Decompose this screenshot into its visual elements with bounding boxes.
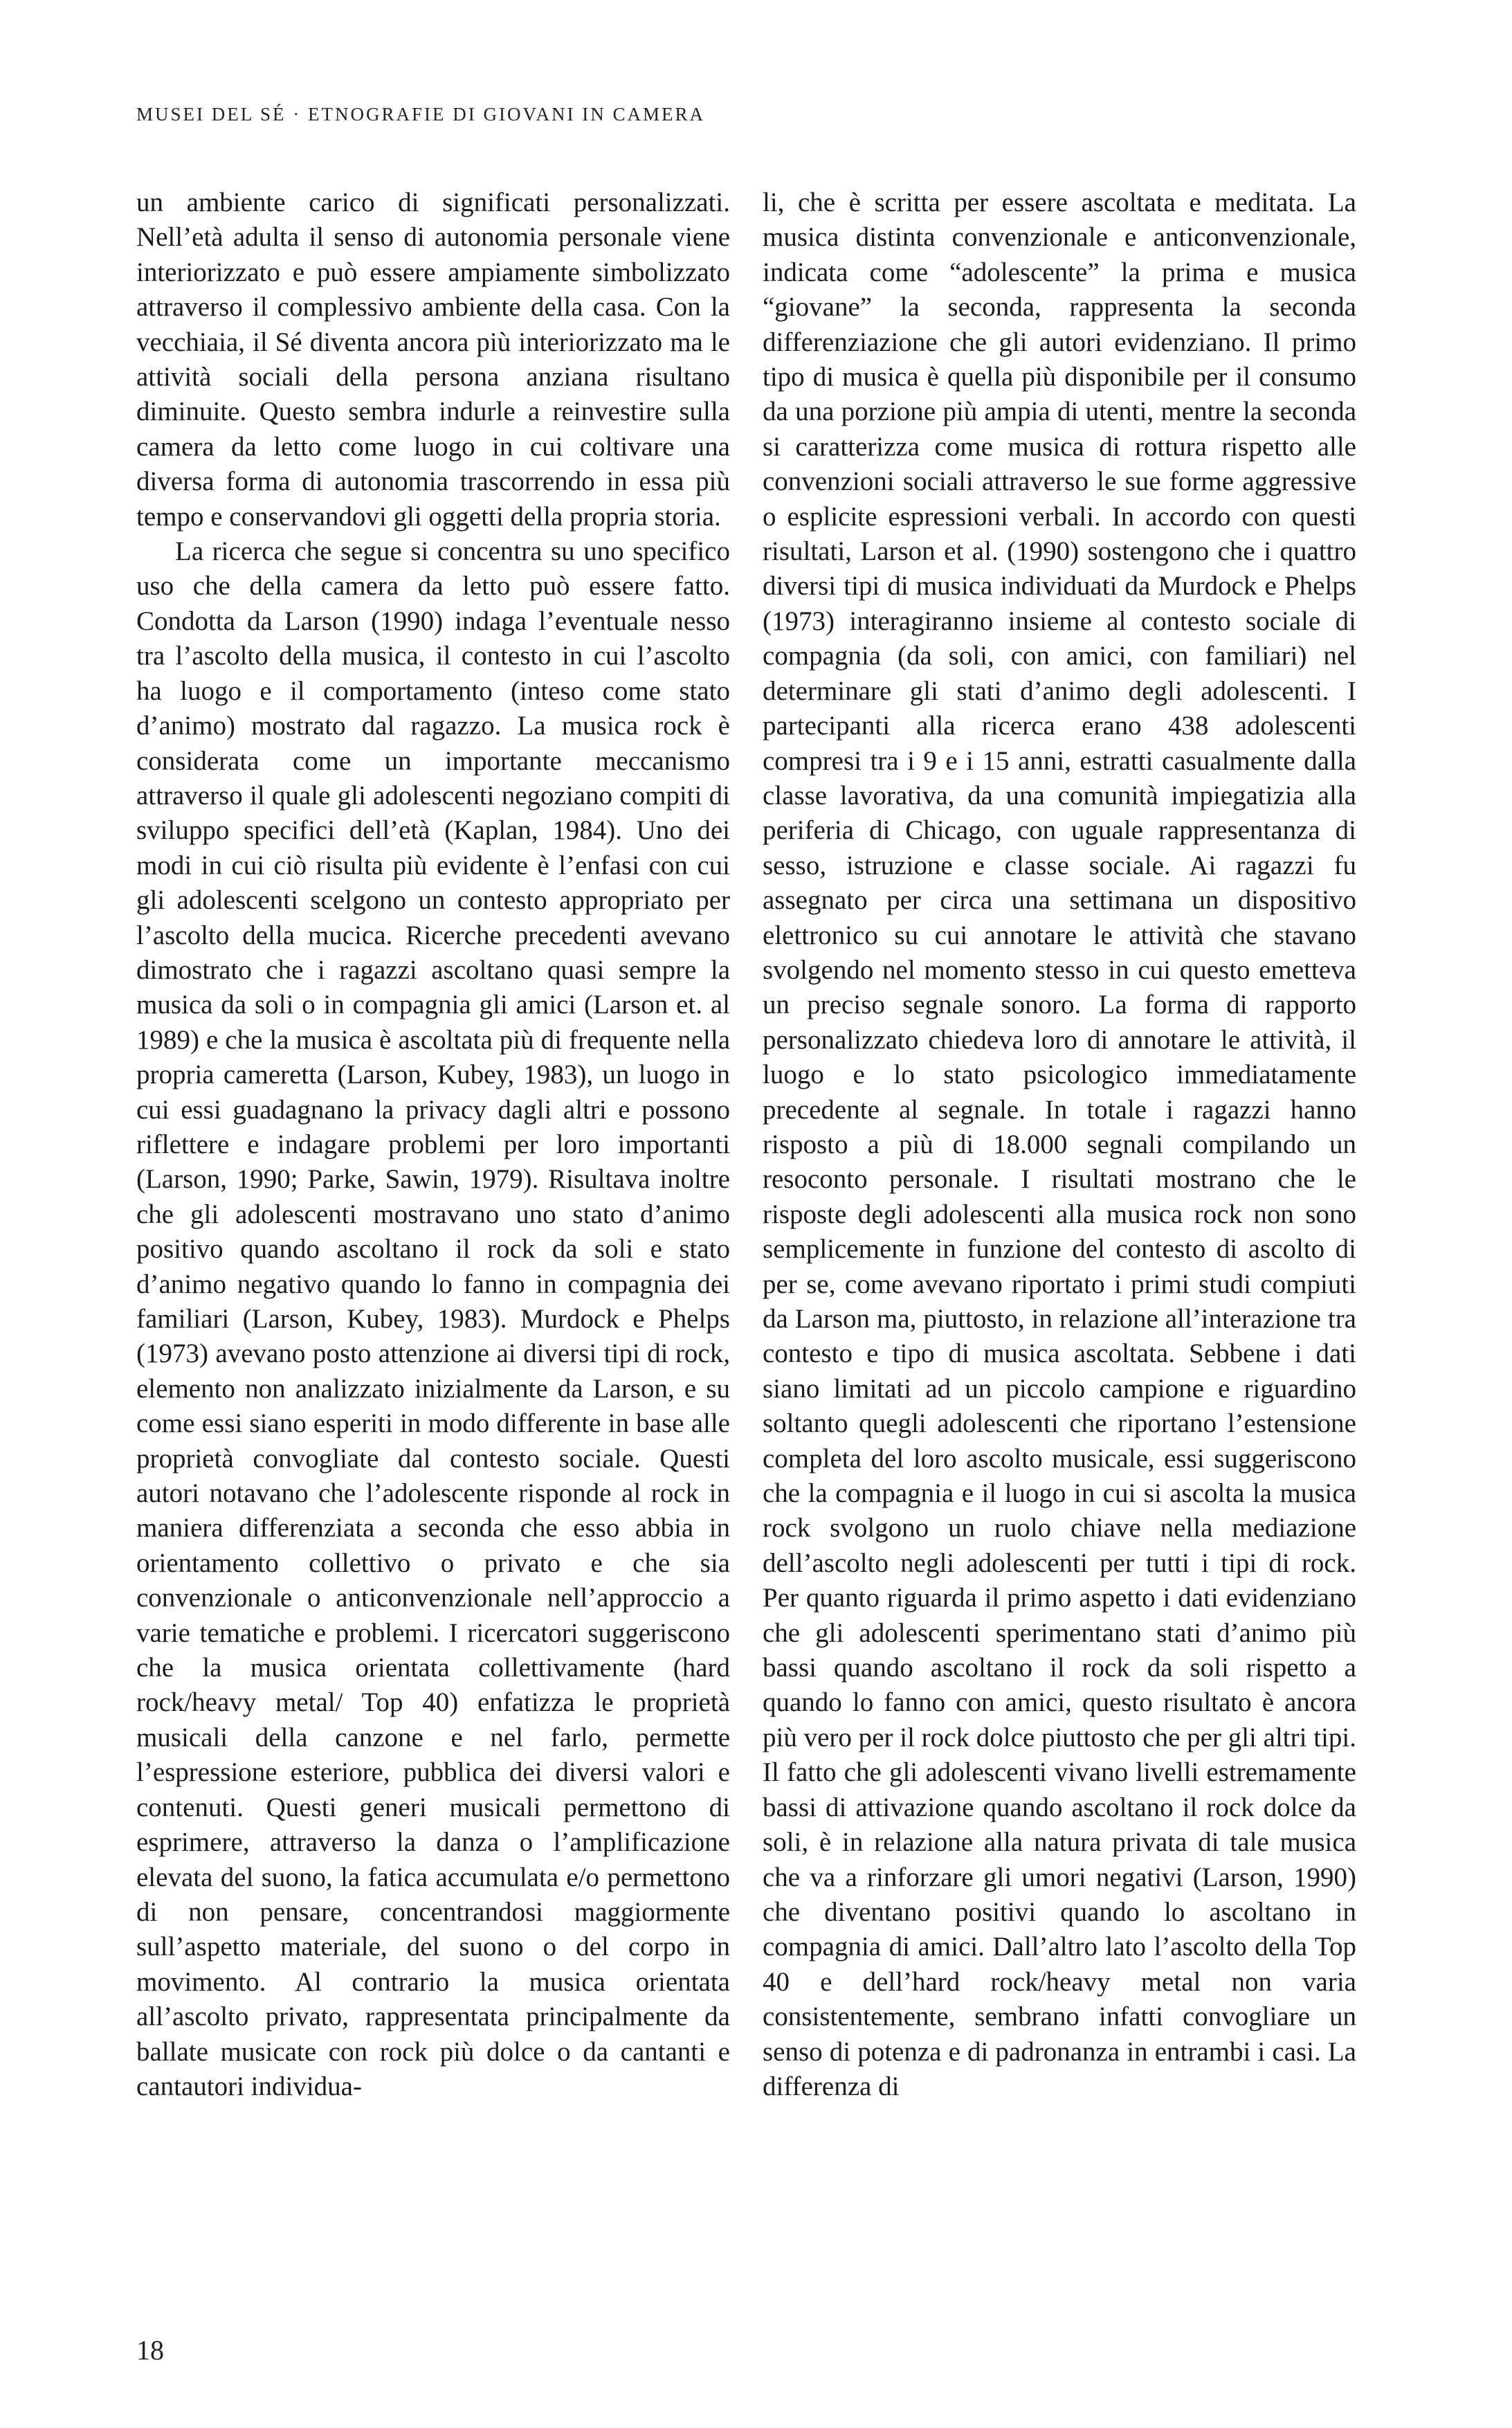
left-paragraph-2: La ricerca che segue si concentra su uno specifico uso che della camera da letto può essere fatto. Condotta da Larson (1990) indaga l’eventuale nesso tra l’ascolto della musica, il contesto in cui l’ascolto ha luogo e il comportamento (inteso come stato d’animo) mostrato dal ragazzo. La musica rock è considerata come un importante meccanismo attraverso il quale gli adolescenti negoziano compiti di sviluppo specifici dell’età (Kaplan, 1984). Uno dei modi in cui ciò risulta più evidente è l’enfasi con cui gli adolescenti scelgono un contesto appropriato per l’ascolto della mucica. Ricerche precedenti avevano dimostrato che i ragazzi ascoltano quasi sempre la musica da soli o in compagnia gli amici (Larson et. al 1989) e che la musica è ascoltata più di frequente nella propria cameretta (Larson, Kubey, 1983), un luogo in cui essi guadagnano la privacy dagli altri e possono riflettere e indagare problemi per loro importanti (Larson, 1990; Parke, Sawin, 1979). Risultava inoltre che gli adolescenti mostravano uno stato d’animo positivo quando ascoltano il rock da soli e stato d’animo negativo quando lo fanno in compagnia dei familiari (Larson, Kubey, 1983). Murdock e Phelps (1973) avevano posto attenzione ai diversi tipi di rock, elemento non analizzato inizialmente da Larson, e su come essi siano esperiti in modo differente in base alle proprietà convogliate dal contesto sociale. Questi autori notavano che l’adolescente risponde al rock in maniera differenziata a seconda che esso abbia in orientamento collettivo o privato e che sia convenzionale o anticonvenzionale nell’approccio a varie tematiche e problemi. I ricercatori suggeriscono che la musica orientata collettivamente (hard rock/heavy metal/ Top 40) enfatizza le proprietà musicali della canzone e nel farlo, permette l’espressione esteriore, pubblica dei diversi valori e contenuti. Questi generi musicali permettono di esprimere, attraverso la danza o l’amplificazione elevata del suono, la fatica accumulata e/o permettono di non pensare, concentrandosi maggiormente sull’aspetto materiale, del suono o del corpo in movimento. Al contrario la musica orientata all’ascolto privato, rappresentata principalmente da ballate musicate con rock più dolce o da cantanti e cantautori individua-: [136, 536, 730, 2101]
right-text-column: [763, 185, 1356, 2104]
left-paragraph-1: un ambiente carico di significati personalizzati. Nell’età adulta il senso di autonomia personale viene interiorizzato e può essere ampiamente simbolizzato attraverso il complessivo ambiente della casa. Con la vecchiaia, il Sé diventa ancora più interiorizzato ma le attività sociali della persona anziana risultano diminuite. Questo sembra indurle a reinvestire sulla camera da letto come luogo in cui coltivare una diversa forma di autonomia trascorrendo in essa più tempo e conservandovi gli oggetti della propria storia.: [136, 188, 730, 532]
right-paragraph-1: li, che è scritta per essere ascoltata e meditata. La musica distinta convenzionale e anticonvenzionale, indicata come “adolescente” la prima e musica “giovane” la seconda, rappresenta la seconda differenziazione che gli autori evidenziano. Il primo tipo di musica è quella più disponibile per il consumo da una porzione più ampia di utenti, mentre la seconda si caratterizza come musica di rottura rispetto alle convenzioni sociali attraverso le sue forme aggressive o esplicite espressioni verbali. In accordo con questi risultati, Larson et al. (1990) sostengono che i quattro diversi tipi di musica individuati da Murdock e Phelps (1973) interagiranno insieme al contesto sociale di compagnia (da soli, con amici, con familiari) nel determinare gli stati d’animo degli adolescenti. I partecipanti alla ricerca erano 438 adolescenti compresi tra i 9 e i 15 anni, estratti casualmente dalla classe lavorativa, da una comunità impiegatizia alla periferia di Chicago, con uguale rappresentanza di sesso, istruzione e classe sociale. Ai ragazzi fu assegnato per circa una settimana un dispositivo elettronico su cui annotare le attività che stavano svolgendo nel momento stesso in cui questo emetteva un preciso segnale sonoro. La forma di rapporto personalizzato chiedeva loro di annotare le attività, il luogo e lo stato psicologico immediatamente precedente al segnale. In totale i ragazzi hanno risposto a più di 18.000 segnali compilando un resoconto personale. I risultati mostrano che le risposte degli adolescenti alla musica rock non sono semplicemente in funzione del contesto di ascolto di per se, come avevano riportato i primi studi compiuti da Larson ma, piuttosto, in relazione all’interazione tra contesto e tipo di musica ascoltata. Sebbene i dati siano limitati ad un piccolo campione e riguardino soltanto quegli adolescenti che riportano l’estensione completa del loro ascolto musicale, essi suggeriscono che la compagnia e il luogo in cui si ascolta la musica rock svolgono un ruolo chiave nella mediazione dell’ascolto negli adolescenti per tutti i tipi di rock. Per quanto riguarda il primo aspetto i dati evidenziano che gli adolescenti sperimentano stati d’animo più bassi quando ascoltano il rock da soli rispetto a quando lo fanno con amici, questo risultato è ancora più vero per il rock dolce piuttosto che per gli altri tipi. Il fatto che gli adolescenti vivano livelli estremamente bassi di attivazione quando ascoltano il rock dolce da soli, è in relazione alla natura privata di tale musica che va a rinforzare gli umori negativi (Larson, 1990) che diventano positivi quando lo ascoltano in compagnia di amici. Dall’altro lato l’ascolto della Top 40 e dell’hard rock/heavy metal non varia consistentemente, sembrano infatti convogliare un senso di potenza e di padronanza in entrambi i casi. La differenza di: [763, 188, 1356, 2101]
running-header: MUSEI DEL SÉ · ETNOGRAFIE DI GIOVANI IN CAMERA: [136, 104, 705, 125]
left-text-column: [136, 185, 730, 2104]
page-number: 18: [136, 2335, 164, 2366]
